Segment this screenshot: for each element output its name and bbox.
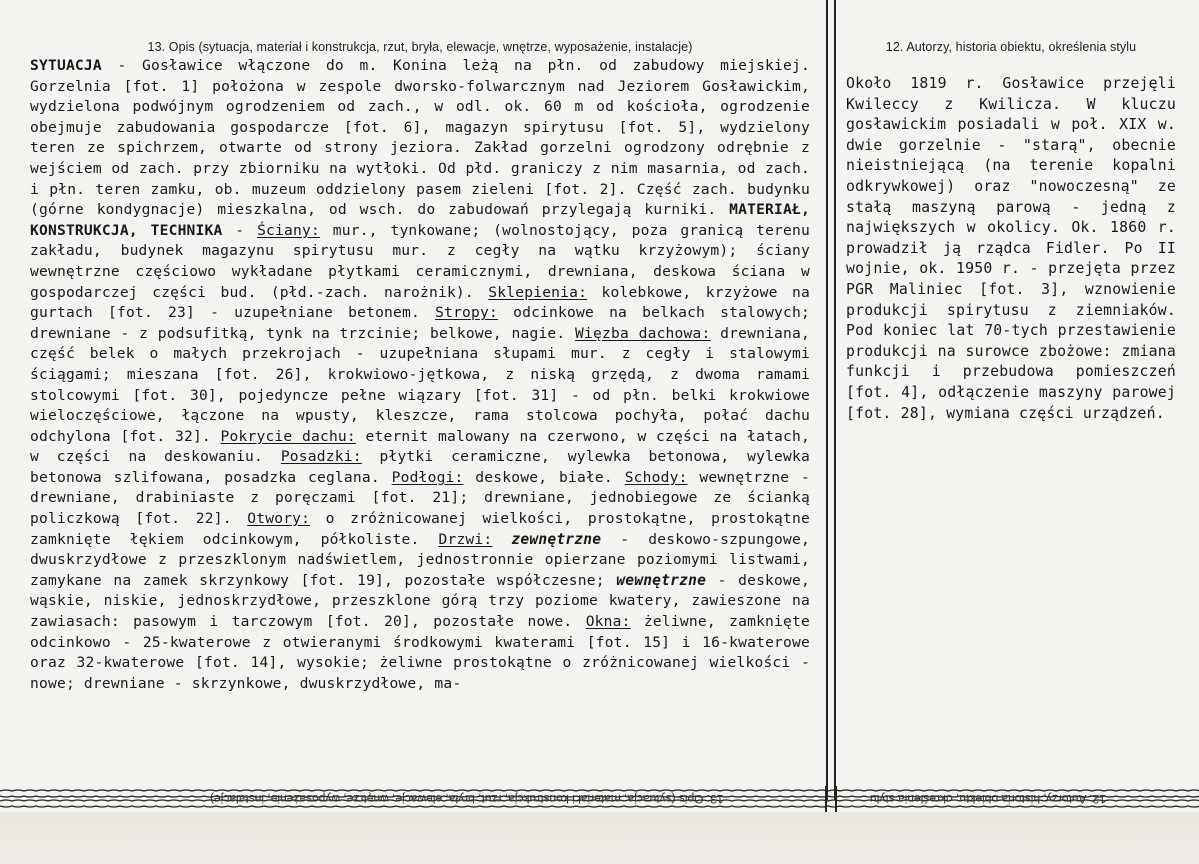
- field-label: Pokrycie dachu:: [220, 427, 356, 445]
- history-section: [846, 40, 1176, 424]
- description-header: 13. Opis (sytuacja, materiał i konstrukcja, rzut, bryła, elewacje, wnętrze, wyposażenie, instalacje): [147, 40, 693, 54]
- text-run: Około 1819 r. Gosławice przejęli Kwileccy z Kwilicza. W kluczu gosławickim posiadali w poł. XIX w. dwie gorzelnie - "starą", obecnie nieistniejącą (na terenie kopalni odkrywkowej) oraz "nowoczesną" ze stałą maszyną parową - jedną z największych w okolicy. Ok. 1860 r. prowadził ją rządca Fidler. Po II wojnie, ok. 1950 r. - przejęta przez PGR Maliniec [fot. 3], wznowienie produkcji spirytusu z ziemniaków. Pod koniec lat 70-tych przestawienie produkcji na surowce zbożowe: zmiana funkcji i przebudowa pomieszczeń [fot. 4], odłączenie maszyny parowej [fot. 28], wymiana części urządzeń.: [846, 75, 1176, 422]
- text-run: - Gosławice włączone do m. Konina leżą na płn. od zabudowy miejskiej. Gorzelnia [fot. 1] położona w zespole dworsko-folwarcznym nad Jeziorem Gosławickim, wydzielona podwójnym ogrodzeniem od zach., w odl. ok. 60 m od kościoła, ogrodzenie obejmuje zabudowania gospodarcze [fot. 6], magazyn spirytusu [fot. 5], wydzielony teren ze spichrzem, otwarte od strony jeziora. Zakład gorzelni ogrodzony odrębnie z wejściem od zach. przy zbiorniku na wytłoki. Od płd. graniczy z nim masarnia, od zach. i płn. teren zamku, ob. muzeum oddzielony pasem zieleni [fot. 2]. Część zach. budynku (górne kondygnacje) mieszkalna, od wsch. do zabudowań przylegają kurniki.: [30, 57, 810, 219]
- field-label: Sklepienia:: [488, 283, 588, 301]
- text-run: - deskowo-szpungowe, dwuskrzydłowe z przeszklonym nadświetlem, jednostronnie opierzane poziomymi listwami, zamykane na zamek skrzynkowy [fot. 19], pozostałe współczesne;: [30, 530, 810, 589]
- text-run: żeliwne, zamknięte odcinkowo - 25-kwaterowe z otwieranymi środkowymi kwaterami [fot. 15] i 16-kwaterowe oraz 32-kwaterowe [fot. 14], wysokie; żeliwne prostokątne o zróżnicowanej wielkości - nowe; drewniane - skrzynkowe, dwuskrzydłowe, ma-: [30, 613, 810, 692]
- column-divider: [826, 0, 836, 800]
- text-run: [492, 531, 511, 548]
- description-text: [30, 56, 810, 694]
- text-run: odcinkowe na belkach stalowych; drewniane - z podsufitką, tynk na trzcinie; belkowe, nagie.: [30, 304, 810, 342]
- text-run: drewniana, część belek o małych przekrojach - uzupełniana słupami mur. z cegły i stalowymi ściągami; mieszana [fot. 26], krokwiowo-jętkowa, z niską grzędą, z dwoma ramami stolcowymi [fot. 30], pojedyncze pełne wiązary [fot. 31] - od płn. belki krokwiowe wieloczęściowe, łączone na wpusty, kleszcze, rama stolcowa pochyła, połać dachu odchylona [fot. 32].: [30, 324, 811, 445]
- emphasis-text: SYTUACJA: [30, 57, 102, 74]
- text-run: o zróżnicowanej wielkości, prostokątne, prostokątne zamknięte łękiem odcinkowym, półkoliste.: [30, 510, 811, 548]
- fold-band: [0, 786, 1199, 812]
- field-label: Okna:: [585, 613, 631, 631]
- text-run: eternit malowany na czerwono, w części na łatach, w części na deskowaniu.: [30, 427, 810, 466]
- mirrored-description-header: 13. Opis (sytuacja, materiał i konstrukcja, rzut, bryła, elewacje, wnętrze, wyposażenie, instalacje): [210, 792, 724, 806]
- text-run: -: [222, 221, 258, 239]
- paper-edge: [0, 812, 1199, 864]
- field-label: Ściany:: [257, 221, 320, 239]
- text-run: kolebkowe, krzyżowe na gurtach [fot. 23] - uzupełniane betonem.: [30, 283, 810, 322]
- field-label: Posadzki:: [280, 448, 362, 466]
- text-run: wewnętrzne - drewniane, drabiniaste z poręczami [fot. 21]; drewniane, jednobiegowe ze ścianką policzkową [fot. 22].: [30, 468, 811, 528]
- history-text: [846, 74, 1176, 424]
- text-run: mur., tynkowane; (wolnostojący, poza granicą terenu zakładu, budynek magazynu spirytusu mur. z cegły na wątku krzyżowym); ściany wewnętrzne częściowo wykładane płytkami ceramicznymi, drewniana, deskowa ściana w gospodarczej części bud. (płd.-zach. narożnik).: [30, 221, 810, 301]
- text-run: deskowe, białe.: [463, 468, 625, 486]
- emphasis-text: zewnętrzne: [511, 530, 602, 548]
- text-run: płytki ceramiczne, wylewka betonowa, wylewka betonowa szlifowana, posadzka ceglana.: [30, 448, 810, 486]
- field-label: Otwory:: [247, 510, 311, 528]
- emphasis-text: wewnętrzne: [616, 571, 707, 589]
- text-run: - deskowe, wąskie, niskie, jednoskrzydłowe, przeszklone górą trzy poziome kwatery, zawieszone na zawiasach: pasowym i tarczowym [fot. 20], pozostałe nowe.: [30, 571, 810, 631]
- field-label: Stropy:: [435, 304, 498, 322]
- description-section: [30, 40, 810, 694]
- emphasis-text: MATERIAŁ, KONSTRUKCJA, TECHNIKA: [30, 201, 810, 239]
- mirrored-history-header: 12. Autorzy, historia obiektu, określenia stylu: [870, 792, 1106, 806]
- field-label: Schody:: [624, 468, 688, 486]
- history-header: 12. Autorzy, historia obiektu, określenia stylu: [885, 40, 1137, 54]
- field-label: Drzwi:: [438, 530, 493, 548]
- field-label: Więzba dachowa:: [575, 324, 711, 342]
- field-label: Podłogi:: [391, 468, 464, 486]
